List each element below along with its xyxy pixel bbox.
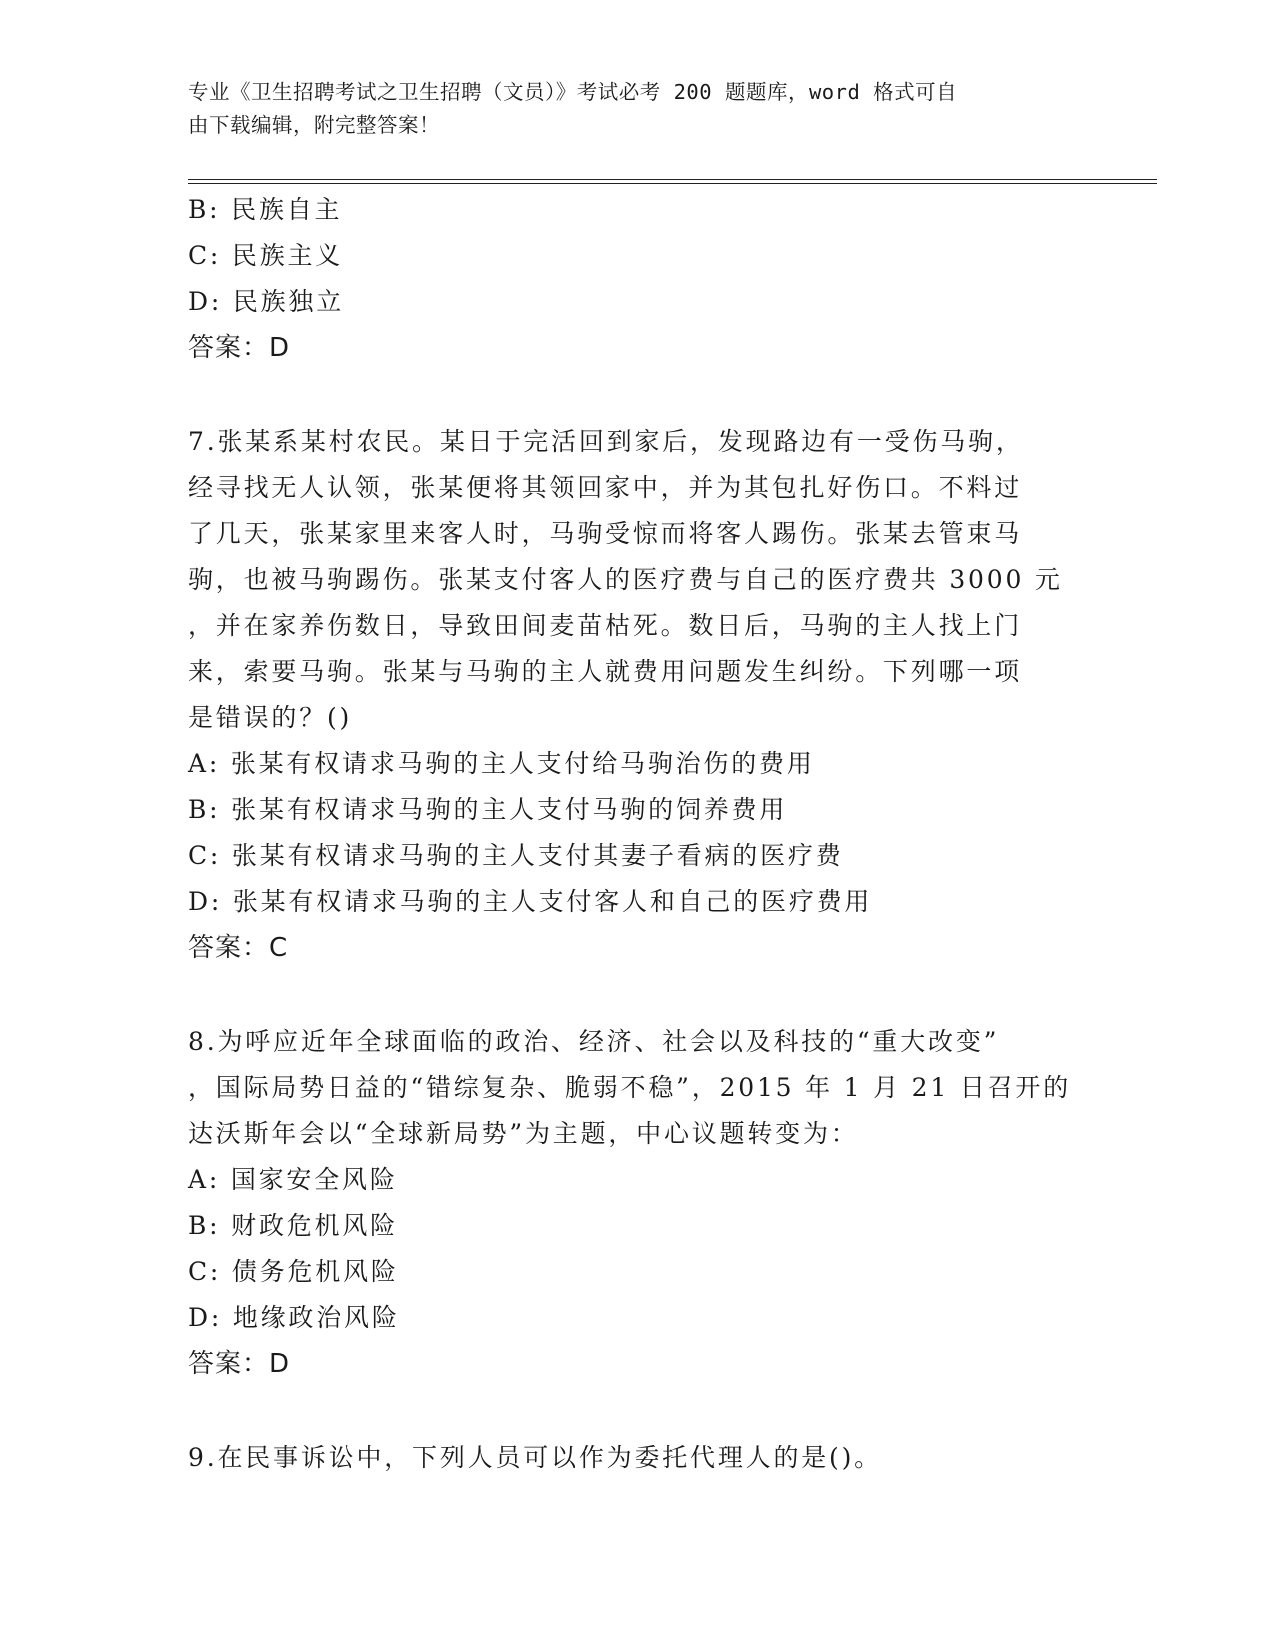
stem-line: 7.张某系某村农民。某日于完活回到家后，发现路边有一受伤马驹， [188, 427, 1024, 456]
stem-line: 是错误的？() [188, 703, 353, 732]
stem-line: 9.在民事诉讼中，下列人员可以作为委托代理人的是()。 [188, 1443, 882, 1472]
stem-line: 来，索要马驹。张某与马驹的主人就费用问题发生纠纷。下列哪一项 [188, 657, 1023, 686]
option-a: A: 张某有权请求马驹的主人支付给马驹治伤的费用 [188, 749, 815, 778]
option-b: B: 财政危机风险 [188, 1211, 398, 1240]
spacer [188, 371, 1088, 419]
header-line-2: 由下载编辑，附完整答案！ [188, 113, 440, 137]
option-d: D: 张某有权请求马驹的主人支付客人和自己的医疗费用 [188, 887, 873, 916]
stem-line: ，并在家养伤数日，导致田间麦苗枯死。数日后，马驹的主人找上门 [188, 611, 1023, 640]
question-6-tail [188, 187, 1088, 371]
question-stem [188, 1019, 1088, 1157]
spacer [188, 971, 1088, 1019]
question-stem [188, 1435, 1088, 1481]
option-d: D: 地缘政治风险 [188, 1303, 400, 1332]
header-rule-top [188, 179, 1157, 180]
spacer [188, 1387, 1088, 1435]
option-c: C: 张某有权请求马驹的主人支付其妻子看病的医疗费 [188, 841, 844, 870]
stem-line: 经寻找无人认领，张某便将其领回家中，并为其包扎好伤口。不料过 [188, 473, 1023, 502]
document-body [188, 187, 1088, 1481]
stem-line: 驹，也被马驹踢伤。张某支付客人的医疗费与自己的医疗费共 3000 元 [188, 565, 1063, 594]
question-9 [188, 1435, 1088, 1481]
question-7 [188, 419, 1088, 971]
question-stem [188, 419, 1088, 741]
question-8 [188, 1019, 1088, 1387]
header-line-1: 专业《卫生招聘考试之卫生招聘（文员）》考试必考 200 题题库，word 格式可自 [188, 80, 958, 104]
stem-line: 了几天，张某家里来客人时，马驹受惊而将客人踢伤。张某去管束马 [188, 519, 1023, 548]
answer: 答案：C [188, 933, 289, 963]
stem-line: 8.为呼应近年全球面临的政治、经济、社会以及科技的“重大改变” [188, 1027, 1000, 1056]
document-header [188, 76, 1088, 142]
answer: 答案：D [188, 1349, 291, 1379]
option-c: C: 民族主义 [188, 241, 344, 270]
answer: 答案：D [188, 333, 291, 363]
option-b: B: 民族自主 [188, 195, 343, 224]
option-c: C: 债务危机风险 [188, 1257, 399, 1286]
option-b: B: 张某有权请求马驹的主人支付马驹的饲养费用 [188, 795, 788, 824]
option-a: A: 国家安全风险 [188, 1165, 398, 1194]
stem-line: ，国际局势日益的“错综复杂、脆弱不稳”，2015 年 1 月 21 日召开的 [188, 1073, 1072, 1102]
stem-line: 达沃斯年会以“全球新局势”为主题，中心议题转变为： [188, 1119, 859, 1148]
option-d: D: 民族独立 [188, 287, 345, 316]
header-rule-bottom [188, 183, 1157, 184]
